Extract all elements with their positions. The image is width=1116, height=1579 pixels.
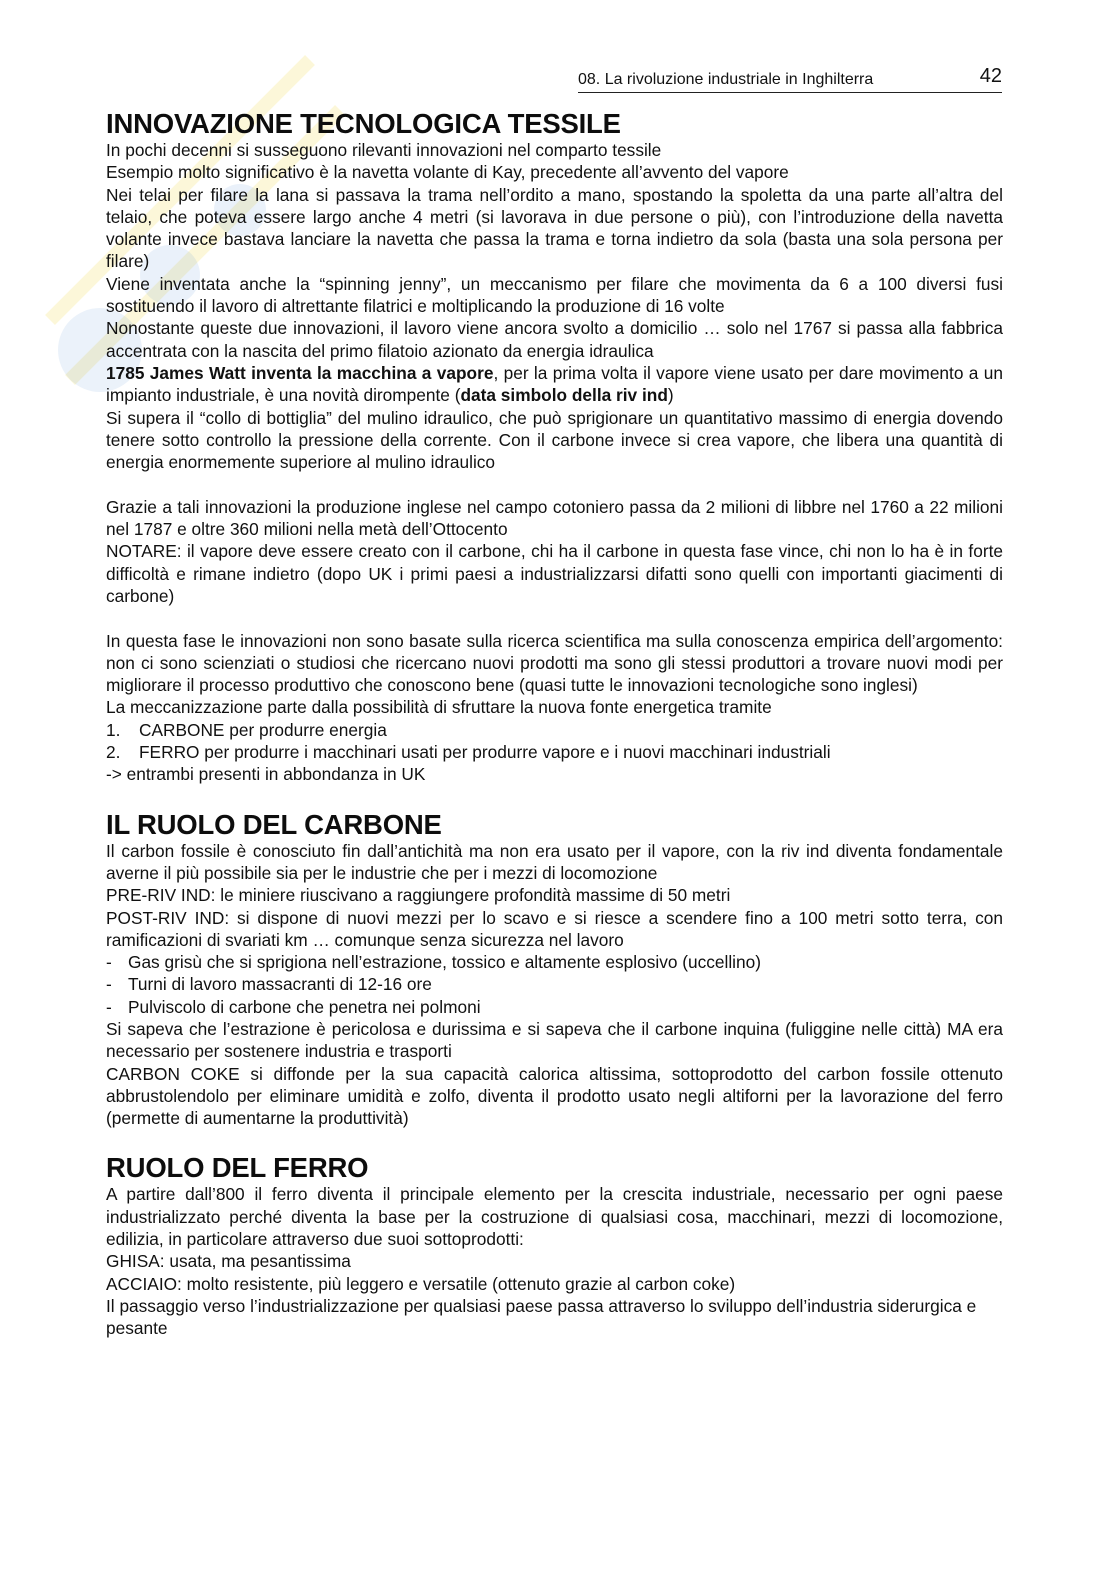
numbered-list xyxy=(106,719,1003,764)
paragraph: La meccanizzazione parte dalla possibilità di sfruttare la nuova fonte energetica tramite xyxy=(106,697,772,718)
list-number: 2. xyxy=(106,742,121,763)
paragraph: Esempio molto significativo è la navetta volante di Kay, precedente all’avvento del vapore xyxy=(106,162,789,183)
text-run: ) xyxy=(667,385,674,406)
paragraph: Si supera il “collo di bottiglia” del mulino idraulico, che può sprigionare un quantitativo massimo di energia dovendo tenere sotto controllo la pressione della corrente. Con il carbone invece si crea vapore, che libera una quantità di energia enormemente superiore al mulino idraulico xyxy=(106,407,1003,473)
page-header xyxy=(578,65,1002,93)
paragraph: GHISA: usata, ma pesantissima xyxy=(106,1251,351,1272)
blank-line xyxy=(106,607,1003,629)
paragraph: In pochi decenni si susseguono rilevanti innovazioni nel comparto tessile xyxy=(106,140,662,160)
list-item xyxy=(106,996,1003,1018)
list-text: Turni di lavoro massacranti di 12-16 ore xyxy=(128,974,432,995)
bullet-list xyxy=(106,951,1003,1018)
paragraph: PRE-RIV IND: le miniere riuscivano a raggiungere profondità massime di 50 metri xyxy=(106,885,731,906)
list-item xyxy=(106,973,1003,995)
paragraph: Il carbon fossile è conosciuto fin dall’antichità ma non era usato per il vapore, con la riv ind diventa fondamentale averne il più possibile sia per le industrie che per i mezzi di locomozione xyxy=(106,840,1003,883)
header-title: 08. La rivoluzione industriale in Inghilterra xyxy=(578,71,874,88)
section-ruolo-carbone xyxy=(106,809,1003,1130)
dash-bullet: - xyxy=(106,952,112,973)
paragraph: CARBON COKE si diffonde per la sua capacità calorica altissima, sottoprodotto del carbon fossile ottenuto abbrustolendolo per eliminare umidità e zolfo, diventa il prodotto usato negli altiforni per la lavorazione del ferro (permette di aumentarne la produttività) xyxy=(106,1063,1003,1129)
page-number: 42 xyxy=(979,65,1002,87)
text-run: , per la prima volta il vapore viene usato per dare movimento a un impianto industriale, è una novità dirompente ( xyxy=(106,362,1003,406)
paragraph: A partire dall’800 il ferro diventa il principale elemento per la crescita industriale, necessario per ogni paese industrializzato perché diventa la base per la costruzione di qualsiasi cosa, macchinari, mezzi di locomozione, edilizia, in particolare attraverso due suoi sottoprodotti: xyxy=(106,1184,1003,1250)
list-number: 1. xyxy=(106,719,121,740)
list-text: Pulviscolo di carbone che penetra nei polmoni xyxy=(128,996,481,1017)
blank-line xyxy=(106,473,1003,495)
paragraph: POST-RIV IND: si dispone di nuovi mezzi per lo scavo e si riesce a scendere fino a 100 metri sotto terra, con ramificazioni di svariati km … comunque senza sicurezza nel lavoro xyxy=(106,907,1003,950)
dash-bullet: - xyxy=(106,996,112,1017)
section-heading: RUOLO DEL FERRO xyxy=(106,1152,369,1184)
dash-bullet: - xyxy=(106,974,112,995)
list-item xyxy=(106,951,1003,973)
section-heading: IL RUOLO DEL CARBONE xyxy=(106,808,442,840)
paragraph: Nonostante queste due innovazioni, il lavoro viene ancora svolto a domicilio … solo nel 1767 si passa alla fabbrica accentrata con la nascita del primo filatoio azionato da energia idraulica xyxy=(106,318,1003,361)
list-text: CARBONE per produrre energia xyxy=(139,719,387,740)
paragraph: Nei telai per filare la lana si passava la trama nell’ordito a mano, spostando la spoletta da una parte all’altra del telaio, che poteva essere largo anche 4 metri (si lavorava in due persone o più), con l’introduzione della navetta volante invece bastava lanciare la navetta che passa la trama e torna indietro da sola (basta una sola persona per filare) xyxy=(106,184,1003,272)
bold-text: data simbolo della riv ind xyxy=(460,385,668,406)
section-innovazione-tessile xyxy=(106,108,1003,786)
paragraph: -> entrambi presenti in abbondanza in UK xyxy=(106,764,426,785)
paragraph: Il passaggio verso l’industrializzazione per qualsiasi paese passa attraverso lo sviluppo dell’industria siderurgica e pesante xyxy=(106,1295,977,1339)
list-item xyxy=(106,719,1003,741)
section-heading: INNOVAZIONE TECNOLOGICA TESSILE xyxy=(106,108,621,139)
paragraph: ACCIAIO: molto resistente, più leggero e versatile (ottenuto grazie al carbon coke) xyxy=(106,1273,736,1294)
paragraph: Grazie a tali innovazioni la produzione inglese nel campo cotoniero passa da 2 milioni di libbre nel 1760 a 22 milioni nel 1787 e oltre 360 milioni nella metà dell’Ottocento xyxy=(106,496,1003,540)
section-ruolo-ferro xyxy=(106,1152,1003,1339)
paragraph xyxy=(106,362,1003,407)
bold-text: 1785 James Watt inventa la macchina a vapore xyxy=(106,362,494,383)
list-text: FERRO per produrre i macchinari usati per produrre vapore e i nuovi macchinari industriali xyxy=(139,742,831,763)
list-item xyxy=(106,741,1003,763)
paragraph: In questa fase le innovazioni non sono basate sulla ricerca scientifica ma sulla conoscenza empirica dell’argomento: non ci sono scienziati o studiosi che ricercano nuovi prodotti ma sono gli stessi produttori a trovare nuovi modi per migliorare il processo produttivo che conoscono bene (quasi tutte le innovazioni tecnologiche sono inglesi) xyxy=(106,630,1003,696)
paragraph: Viene inventata anche la “spinning jenny”, un meccanismo per filare che movimenta da 6 a 100 diversi fusi sostituendo il lavoro di altrettante filatrici e moltiplicando la produzione di 16 volte xyxy=(106,273,1003,317)
paragraph: Si sapeva che l’estrazione è pericolosa e durissima e si sapeva che il carbone inquina (fuliggine nelle città) MA era necessario per sostenere industria e trasporti xyxy=(106,1018,1003,1062)
list-text: Gas grisù che si sprigiona nell’estrazione, tossico e altamente esplosivo (uccellino) xyxy=(128,952,761,973)
document-body xyxy=(106,108,1003,1340)
paragraph: NOTARE: il vapore deve essere creato con il carbone, chi ha il carbone in questa fase vince, chi non lo ha è in forte difficoltà e rimane indietro (dopo UK i primi paesi a industrializzarsi difatti sono quelli con importanti giacimenti di carbone) xyxy=(106,541,1003,606)
